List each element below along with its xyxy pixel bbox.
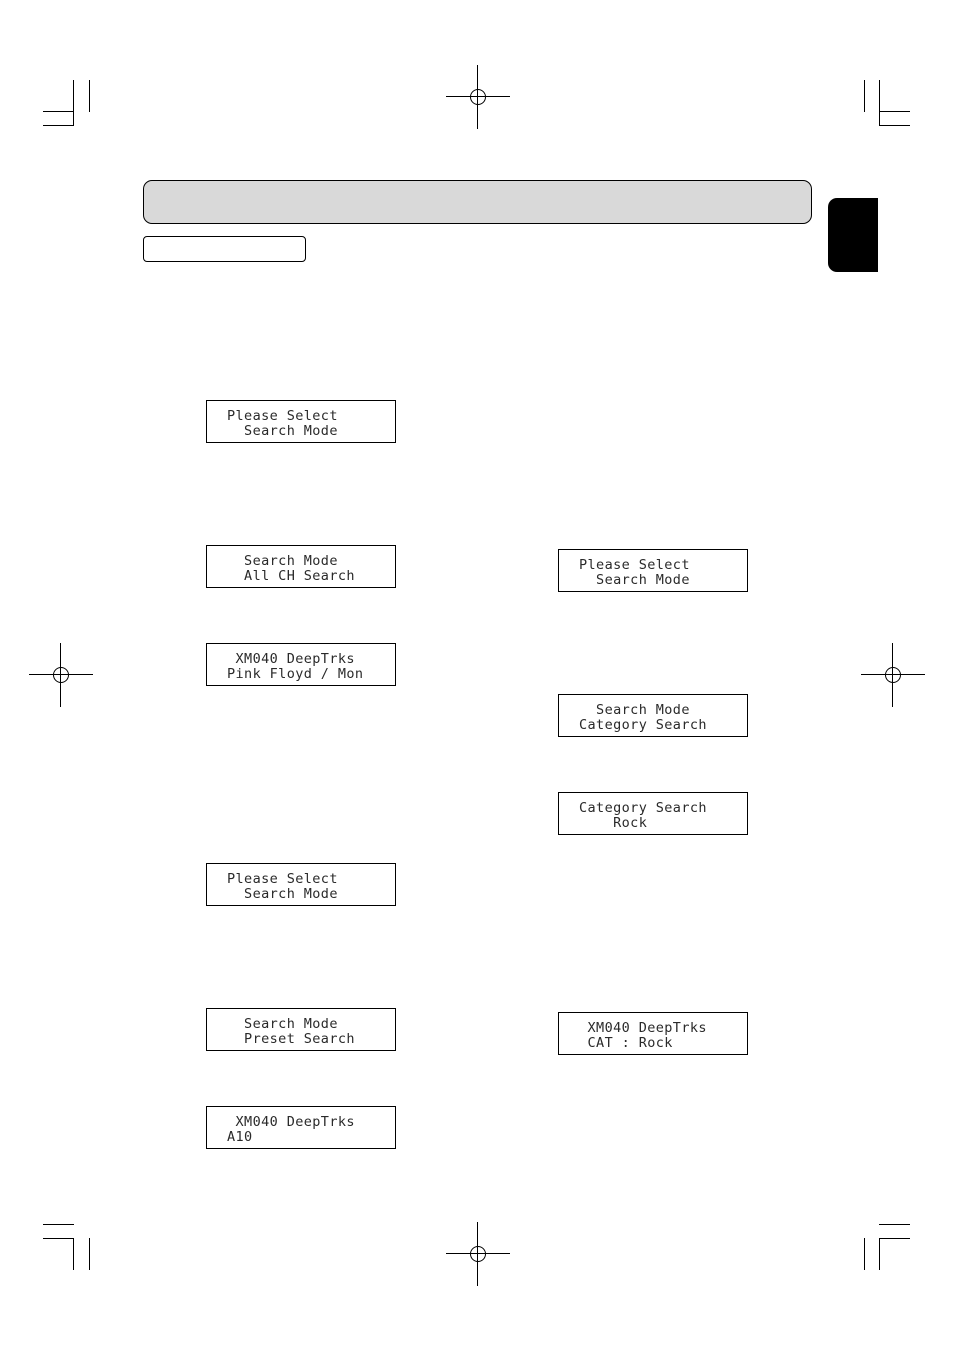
registration-crosshair-icon bbox=[446, 65, 510, 129]
lcd-line-2: Rock bbox=[579, 815, 648, 831]
lcd-line-1: XM040 DeepTrks bbox=[227, 1114, 355, 1130]
lcd-line-1: Please Select bbox=[227, 408, 338, 424]
lcd-line-1: Please Select bbox=[579, 557, 690, 573]
lcd-line-2: All CH Search bbox=[227, 568, 355, 584]
lcd-line-2: Search Mode bbox=[227, 886, 338, 902]
lcd-display bbox=[558, 792, 748, 835]
lcd-line-1: XM040 DeepTrks bbox=[227, 651, 355, 667]
crop-mark bbox=[43, 1224, 74, 1225]
lcd-line-1: Search Mode bbox=[579, 702, 690, 718]
registration-crosshair-icon bbox=[446, 1222, 510, 1286]
lcd-line-2: A10 bbox=[227, 1129, 253, 1145]
crop-mark bbox=[879, 111, 910, 112]
lcd-line-1: Search Mode bbox=[227, 553, 338, 569]
lcd-line-2: Pink Floyd / Mon bbox=[227, 666, 364, 682]
lcd-line-1: XM040 DeepTrks bbox=[579, 1020, 707, 1036]
crop-mark bbox=[89, 80, 90, 112]
lcd-display bbox=[558, 1012, 748, 1055]
lcd-line-1: Search Mode bbox=[227, 1016, 338, 1032]
lcd-display bbox=[206, 1008, 396, 1051]
lcd-line-2: CAT : Rock bbox=[579, 1035, 673, 1051]
lcd-line-2: Search Mode bbox=[227, 423, 338, 439]
lcd-display bbox=[206, 545, 396, 588]
lcd-display bbox=[206, 400, 396, 443]
registration-crosshair-icon bbox=[861, 643, 925, 707]
crop-mark bbox=[879, 1224, 910, 1225]
crop-mark bbox=[879, 125, 910, 126]
lcd-display bbox=[206, 1106, 396, 1149]
crop-mark bbox=[43, 125, 74, 126]
lcd-display bbox=[206, 863, 396, 906]
lcd-line-2: Category Search bbox=[579, 717, 707, 733]
crop-mark bbox=[864, 80, 865, 112]
crop-mark bbox=[89, 1238, 90, 1270]
crop-mark bbox=[73, 1238, 74, 1270]
lcd-line-2: Search Mode bbox=[579, 572, 690, 588]
crop-mark bbox=[43, 1238, 74, 1239]
registration-crosshair-icon bbox=[29, 643, 93, 707]
subsection-label-box bbox=[143, 236, 306, 262]
crop-mark bbox=[879, 80, 880, 126]
section-header-bar bbox=[143, 180, 812, 224]
lcd-display bbox=[558, 549, 748, 592]
lcd-line-1: Category Search bbox=[579, 800, 707, 816]
lcd-line-1: Please Select bbox=[227, 871, 338, 887]
lcd-display bbox=[206, 643, 396, 686]
crop-mark bbox=[879, 1238, 910, 1239]
crop-mark bbox=[864, 1238, 865, 1270]
lcd-display bbox=[558, 694, 748, 737]
lcd-line-2: Preset Search bbox=[227, 1031, 355, 1047]
crop-mark bbox=[879, 1238, 880, 1270]
crop-mark bbox=[73, 80, 74, 126]
crop-mark bbox=[43, 111, 74, 112]
language-side-tab bbox=[828, 198, 878, 272]
